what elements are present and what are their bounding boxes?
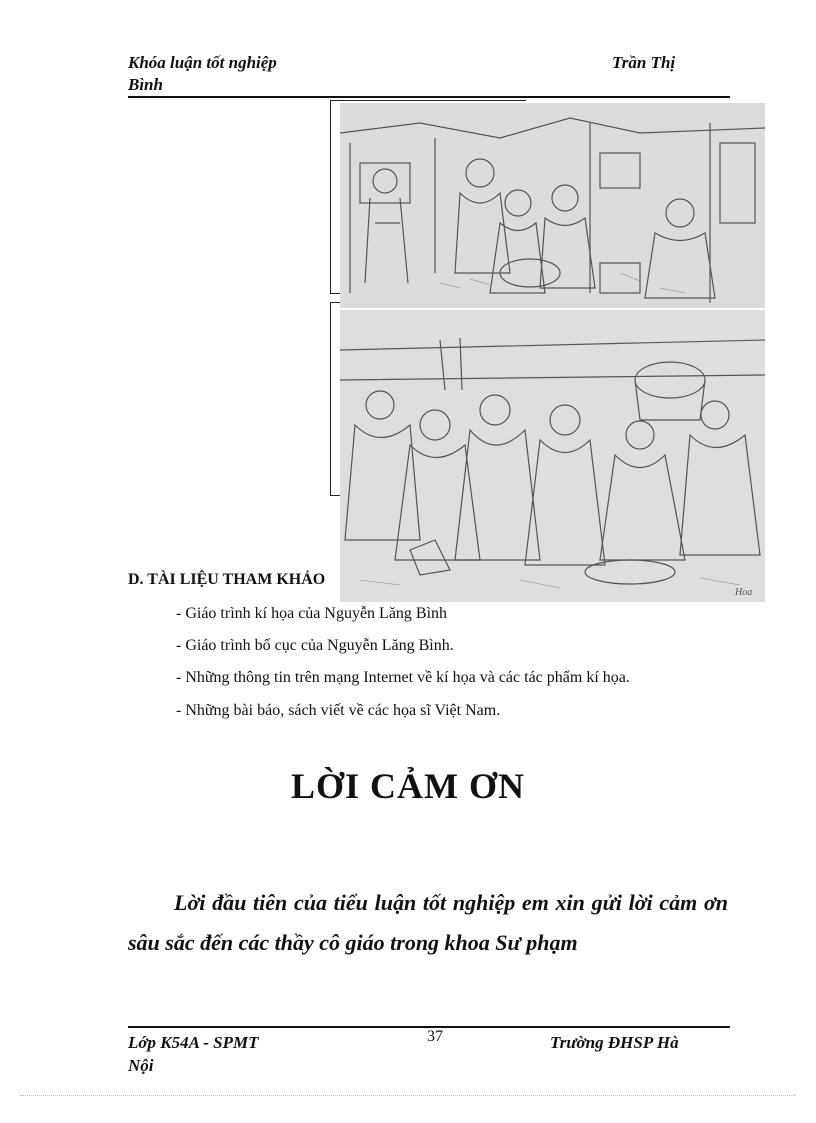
- header-rule: [128, 96, 730, 98]
- page-number: 37: [427, 1028, 443, 1045]
- sketch-bottom-drawing: [340, 310, 765, 602]
- header-right: Trần Thị: [612, 53, 676, 72]
- reference-item: - Giáo trình kí họa của Nguyễn Lăng Bình: [176, 605, 448, 622]
- sketch-image-bottom: [340, 310, 765, 602]
- page-bottom-dotted-line: [20, 1095, 796, 1096]
- sketch-image-top: [340, 103, 765, 308]
- references-title: D. TÀI LIỆU THAM KHẢO: [128, 571, 326, 588]
- sketch-top-drawing: [340, 103, 765, 308]
- acknowledgement-title: LỜI CẢM ƠN: [291, 766, 525, 806]
- reference-item: - Những bài báo, sách viết về các họa sĩ Việt Nam.: [176, 702, 501, 719]
- footer-right: Trường ĐHSP Hà: [550, 1033, 679, 1052]
- footer-left-line2: Nội: [128, 1056, 154, 1075]
- footer-left-line1: Lớp K54A - SPMT: [128, 1033, 259, 1052]
- header-left-line2: Bình: [128, 75, 163, 94]
- reference-item: - Những thông tin trên mạng Internet về kí họa và các tác phẩm kí họa.: [176, 669, 630, 686]
- acknowledgement-paragraph: Lời đầu tiên của tiểu luận tốt nghiệp em xin gửi lời cảm ơn sâu sắc đến các thầy cô giáo trong khoa Sư phạm: [128, 890, 728, 955]
- sketch-signature: Hoa: [735, 587, 753, 598]
- header-left-line1: Khóa luận tốt nghiệp: [128, 53, 277, 72]
- reference-item: - Giáo trình bố cục của Nguyễn Lăng Bình.: [176, 637, 454, 654]
